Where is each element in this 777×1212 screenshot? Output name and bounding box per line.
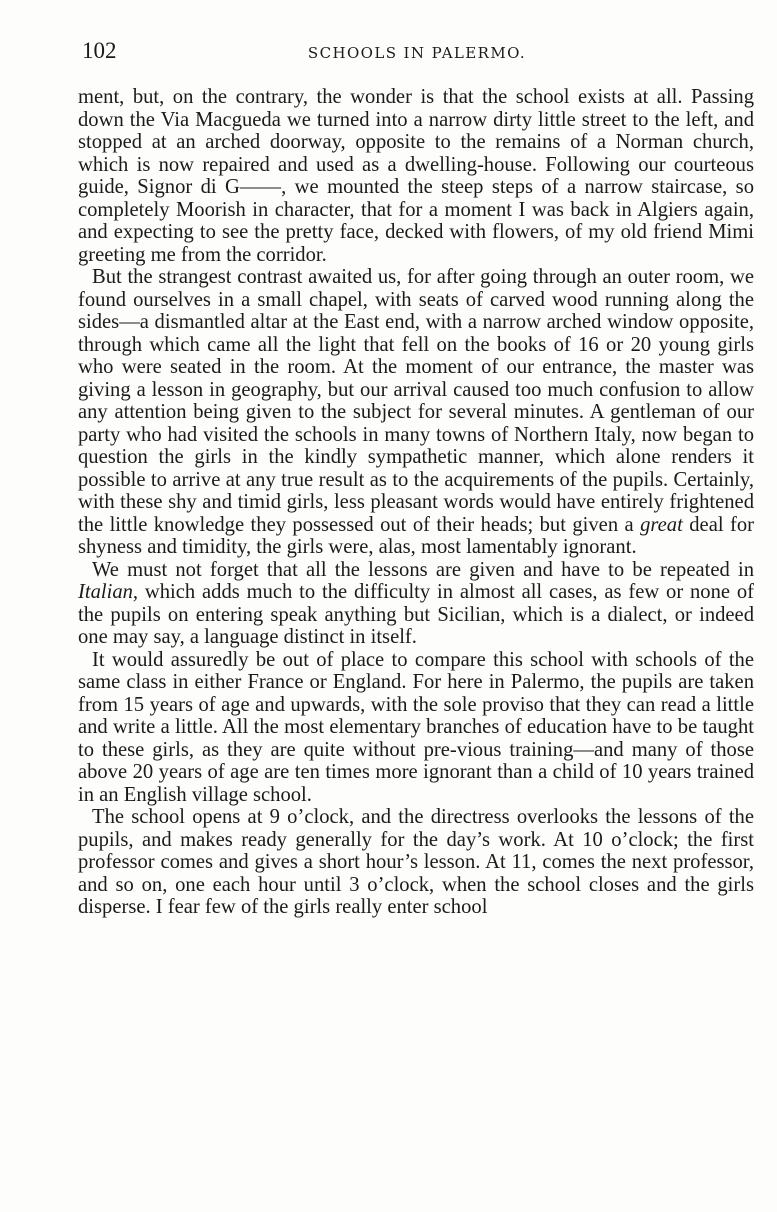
paragraph-2-text-after: deal for shyness and timidity, the girls were, alas, most lamentably ignorant. [78, 513, 754, 558]
running-title: SCHOOLS IN PALERMO. [307, 44, 527, 62]
paragraph-5: The school opens at 9 o’clock, and the directress overlooks the lessons of the pupils, and makes ready generally for the day’s work. At 10 o’clock; the first professor comes and gives a short hour’s lesson. At 11, comes the next professor, and so on, one each hour until 3 o’clock, when the school closes and the girls disperse. I fear few of the girls really enter school [78, 806, 754, 918]
paragraph-3 [78, 559, 754, 649]
paragraph-3-text-after: which adds much to the difficulty in almost all cases, as few or none of the pupils on entering speak anything but Sicilian, which is a dialect, or indeed one may say, a language distinct in itself. [78, 581, 754, 648]
paragraph-2 [78, 266, 754, 559]
emphasis-great: great [640, 513, 683, 536]
paragraph-2-text-before: But the strangest contrast awaited us, for after going through an outer room, we found ourselves in a small chapel, with seats of carved wood running along the sides—a dismantled altar at the East end, with a narrow arched window opposite, through which came all the light that fell on the books of 16 or 20 young girls who were seated in the room. At the moment of our entrance, the master was giving a lesson in geography, but our arrival caused too much confusion to allow any attention being given to the subject for several minutes. A gentleman of our party who had visited the schools in many towns of Northern Italy, now began to question the girls in the kindly sympathetic manner, which alone renders it possible to arrive at any true result as to the acquirements of the pupils. Certainly, with these shy and timid girls, less pleasant words would have entirely frightened the little knowledge they possessed out of their heads; but given a [78, 266, 754, 536]
paragraph-3-text-before: We must not forget that all the lessons are given and have to be repeated in [92, 558, 754, 581]
body-text [78, 86, 754, 919]
page-number: 102 [82, 38, 117, 63]
emphasis-italian: Italian, [78, 581, 139, 603]
page-header [82, 38, 752, 70]
paragraph-1: ment, but, on the contrary, the wonder is that the school exists at all. Passing down the Via Macgueda we turned into a narrow dirty little street to the left, and stopped at an arched doorway, opposite to the remains of a Norman church, which is now repaired and used as a dwelling-house. Following our courteous guide, Signor di G——, we mounted the steep steps of a narrow staircase, so completely Moorish in character, that for a moment I was back in Algiers again, and expecting to see the pretty face, decked with flowers, of my old friend Mimi greeting me from the corridor. [78, 86, 754, 266]
paragraph-4: It would assuredly be out of place to compare this school with schools of the same class in either France or England. For here in Palermo, the pupils are taken from 15 years of age and upwards, with the sole proviso that they can read a little and write a little. All the most elementary branches of education have to be taught to these girls, as they are quite without pre-vious training—and many of those above 20 years of age are ten times more ignorant than a child of 10 years trained in an English village school. [78, 648, 754, 806]
